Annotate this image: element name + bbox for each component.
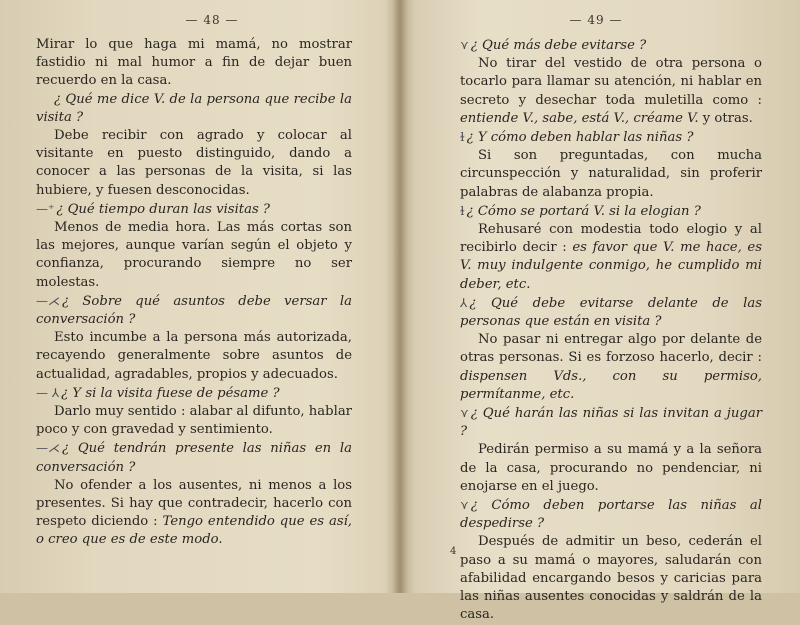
pencil-mark-icon: —⋌ bbox=[36, 441, 60, 456]
answer: No tirar del vestido de otra persona o tocarlo para llamar su atención, ni hablar en secreto y desechar toda muletilla como : entiende V., sabe, está V., créame V. y otras. bbox=[460, 56, 762, 126]
pencil-mark-icon: ⋎ bbox=[460, 38, 469, 52]
question: ⋎ ¿ Cómo deben portarse las niñas al despedirse ? bbox=[460, 498, 762, 532]
answer: Rehusaré con modestia todo elogio y al recibirlo decir : es favor que V. me hace, es V. muy indulgente conmigo, he cumplido mi deber, etc. bbox=[460, 222, 762, 292]
pencil-mark-icon: ɫ bbox=[460, 203, 465, 218]
pencil-mark-icon: — ⅄ bbox=[36, 385, 60, 400]
question: —⁺ ¿ Qué tiempo duran las visitas ? bbox=[36, 201, 270, 217]
page-body bbox=[460, 36, 762, 625]
question: —⋌ ¿ Sobre qué asuntos debe versar la conversación ? bbox=[36, 293, 352, 328]
question: ⋎ ¿ Qué más debe evitarse ? bbox=[460, 38, 647, 53]
answer: No pasar ni entregar algo por delante de otras personas. Si es forzoso hacerlo, decir : dispensen Vds., con su permiso, permítanme, etc. bbox=[460, 332, 762, 402]
question: ⅄ ¿ Qué debe evitarse delante de las personas que están en visita ? bbox=[460, 295, 762, 330]
question: ɫ ¿ Y cómo deben hablar las niñas ? bbox=[460, 130, 694, 146]
page-number: — 49 — bbox=[569, 13, 623, 27]
question: ¿ Qué me dice V. de la persona que recibe la visita ? bbox=[36, 91, 352, 125]
question: —⋌ ¿ Qué tendrán presente las niñas en la conversación ? bbox=[36, 441, 352, 475]
question: — ⅄ ¿ Y si la visita fuese de pésame ? bbox=[36, 385, 280, 401]
paragraph: Mirar lo que haga mi mamá, no mostrar fastidio ni mal humor a fin de dejar buen recuerdo en la casa. bbox=[36, 37, 352, 89]
left-page bbox=[0, 0, 396, 593]
answer: Si son preguntadas, con mucha circunspección y naturalidad, sin proferir palabras de alabanza propia. bbox=[460, 148, 762, 200]
question: ⋎ ¿ Qué harán las niñas si las invitan a jugar ? bbox=[460, 406, 762, 440]
answer: Esto incumbe a la persona más autorizada, recayendo generalmente sobre asuntos de actualidad, agradables, propios y adecuados. bbox=[36, 330, 352, 382]
answer: No ofender a los ausentes, ni menos a los presentes. Si hay que contradecir, hacerlo con respeto diciendo : Tengo entendido que es así, o creo que es de este modo. bbox=[36, 477, 352, 548]
pencil-mark-icon: ɫ bbox=[460, 130, 465, 145]
pencil-mark-icon: ⅄ bbox=[460, 295, 468, 310]
signature-mark: 4 bbox=[450, 546, 457, 557]
pencil-mark-icon: —⁺ bbox=[36, 201, 55, 216]
page-body bbox=[36, 36, 352, 550]
pencil-mark-icon: —⋌ bbox=[36, 293, 60, 308]
pencil-mark-icon: ⋎ bbox=[460, 498, 469, 513]
answer: Menos de media hora. Las más cortas son las mejores, aunque varían según el objeto y confianza, procurando siempre no ser molestas. bbox=[36, 220, 352, 290]
answer: Después de admitir un beso, cederán el paso a su mamá o mayores, saludarán con afabilidad encargando besos y caricias para las niñas ausentes conocidas y saldrán de la casa. bbox=[460, 534, 762, 623]
page-number: — 48 — bbox=[185, 13, 239, 27]
pencil-mark-icon: ⋎ bbox=[460, 406, 469, 421]
answer: Darlo muy sentido : alabar al difunto, hablar poco y con gravedad y sentimiento. bbox=[36, 404, 352, 438]
answer: Debe recibir con agrado y colocar al visitante en puesto distinguido, dando a conocer a las personas de la visita, si las hubiere, y fuesen desconocidas. bbox=[36, 128, 352, 198]
question: ɫ ¿ Cómo se portará V. si la elogian ? bbox=[460, 203, 701, 219]
answer: Pedirán permiso a su mamá y a la señora de la casa, procurando no pendenciar, ni enojarse en el juego. bbox=[460, 442, 762, 494]
right-page bbox=[404, 0, 800, 623]
